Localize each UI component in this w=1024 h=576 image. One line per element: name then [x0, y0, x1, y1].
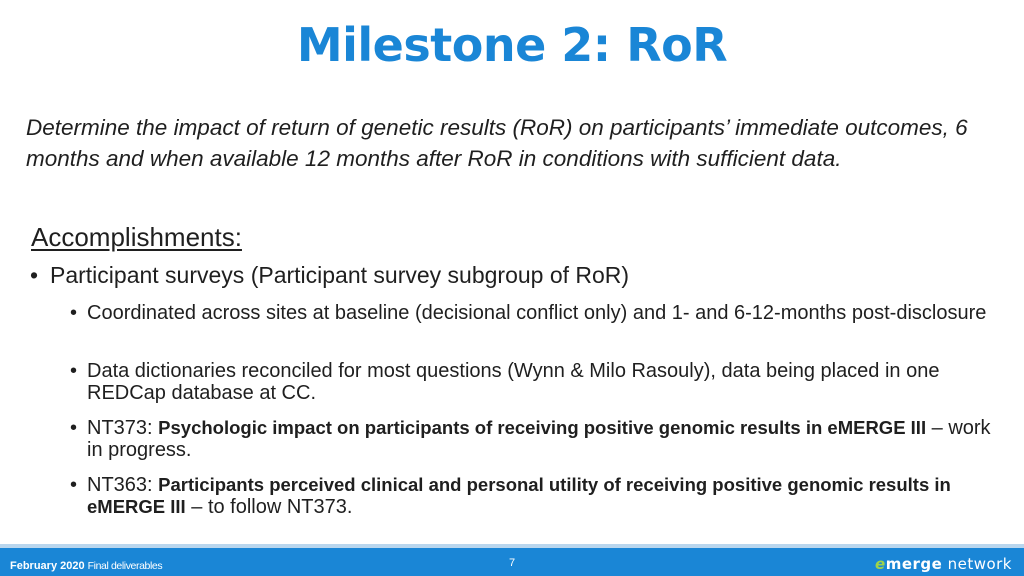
- footer-date: February 2020: [10, 560, 85, 572]
- project-title: Psychologic impact on participants of receiving positive genomic results in eMERGE III: [158, 417, 927, 438]
- bullet-icon: •: [70, 474, 78, 496]
- sub-bullet-text: [87, 474, 1005, 518]
- sub-bullet-coordinated: [70, 302, 1005, 324]
- sub-bullet-nt373: [70, 417, 1005, 461]
- accomplishments-heading: Accomplishments:: [31, 222, 242, 252]
- project-status: – to follow NT373.: [185, 496, 353, 518]
- sub-bullet-text: [87, 417, 1005, 461]
- project-id: NT363:: [87, 474, 159, 496]
- bullet-icon: •: [70, 302, 78, 324]
- logo-e: e: [875, 555, 886, 573]
- sub-bullet-text: Data dictionaries reconciled for most questions (Wynn & Milo Rasouly), data being placed in one REDCap database at CC.: [87, 360, 940, 404]
- project-status: – work in progress.: [87, 417, 991, 461]
- bullet-icon: •: [70, 417, 78, 439]
- sub-bullet-text: Coordinated across sites at baseline (decisional conflict only) and 1- and 6-12-months post-disclosure: [87, 302, 987, 324]
- project-id: NT373:: [87, 417, 159, 439]
- emerge-network-logo: [875, 555, 1012, 573]
- bullet-icon: •: [30, 262, 39, 288]
- bullet-text: Participant surveys (Participant survey subgroup of RoR): [50, 262, 630, 288]
- slide-title: Milestone 2: RoR: [296, 18, 728, 72]
- page-number: 7: [508, 557, 516, 569]
- logo-network: network: [942, 555, 1012, 573]
- bullet-icon: •: [70, 360, 78, 382]
- project-title: Participants perceived clinical and personal utility of receiving positive genomic results in eMERGE III: [87, 474, 951, 517]
- objective-text: Determine the impact of return of genetic results (RoR) on participants’ immediate outcomes, 6 months and when available 12 months after RoR in conditions with sufficient data.: [26, 115, 968, 171]
- bullet-participant-surveys: [30, 262, 629, 289]
- sub-bullet-nt363: [70, 474, 1005, 518]
- footer-deliverables: Final deliverables: [87, 560, 163, 572]
- sub-bullet-data-dictionaries: [70, 360, 1005, 404]
- logo-merge: merge: [885, 555, 943, 573]
